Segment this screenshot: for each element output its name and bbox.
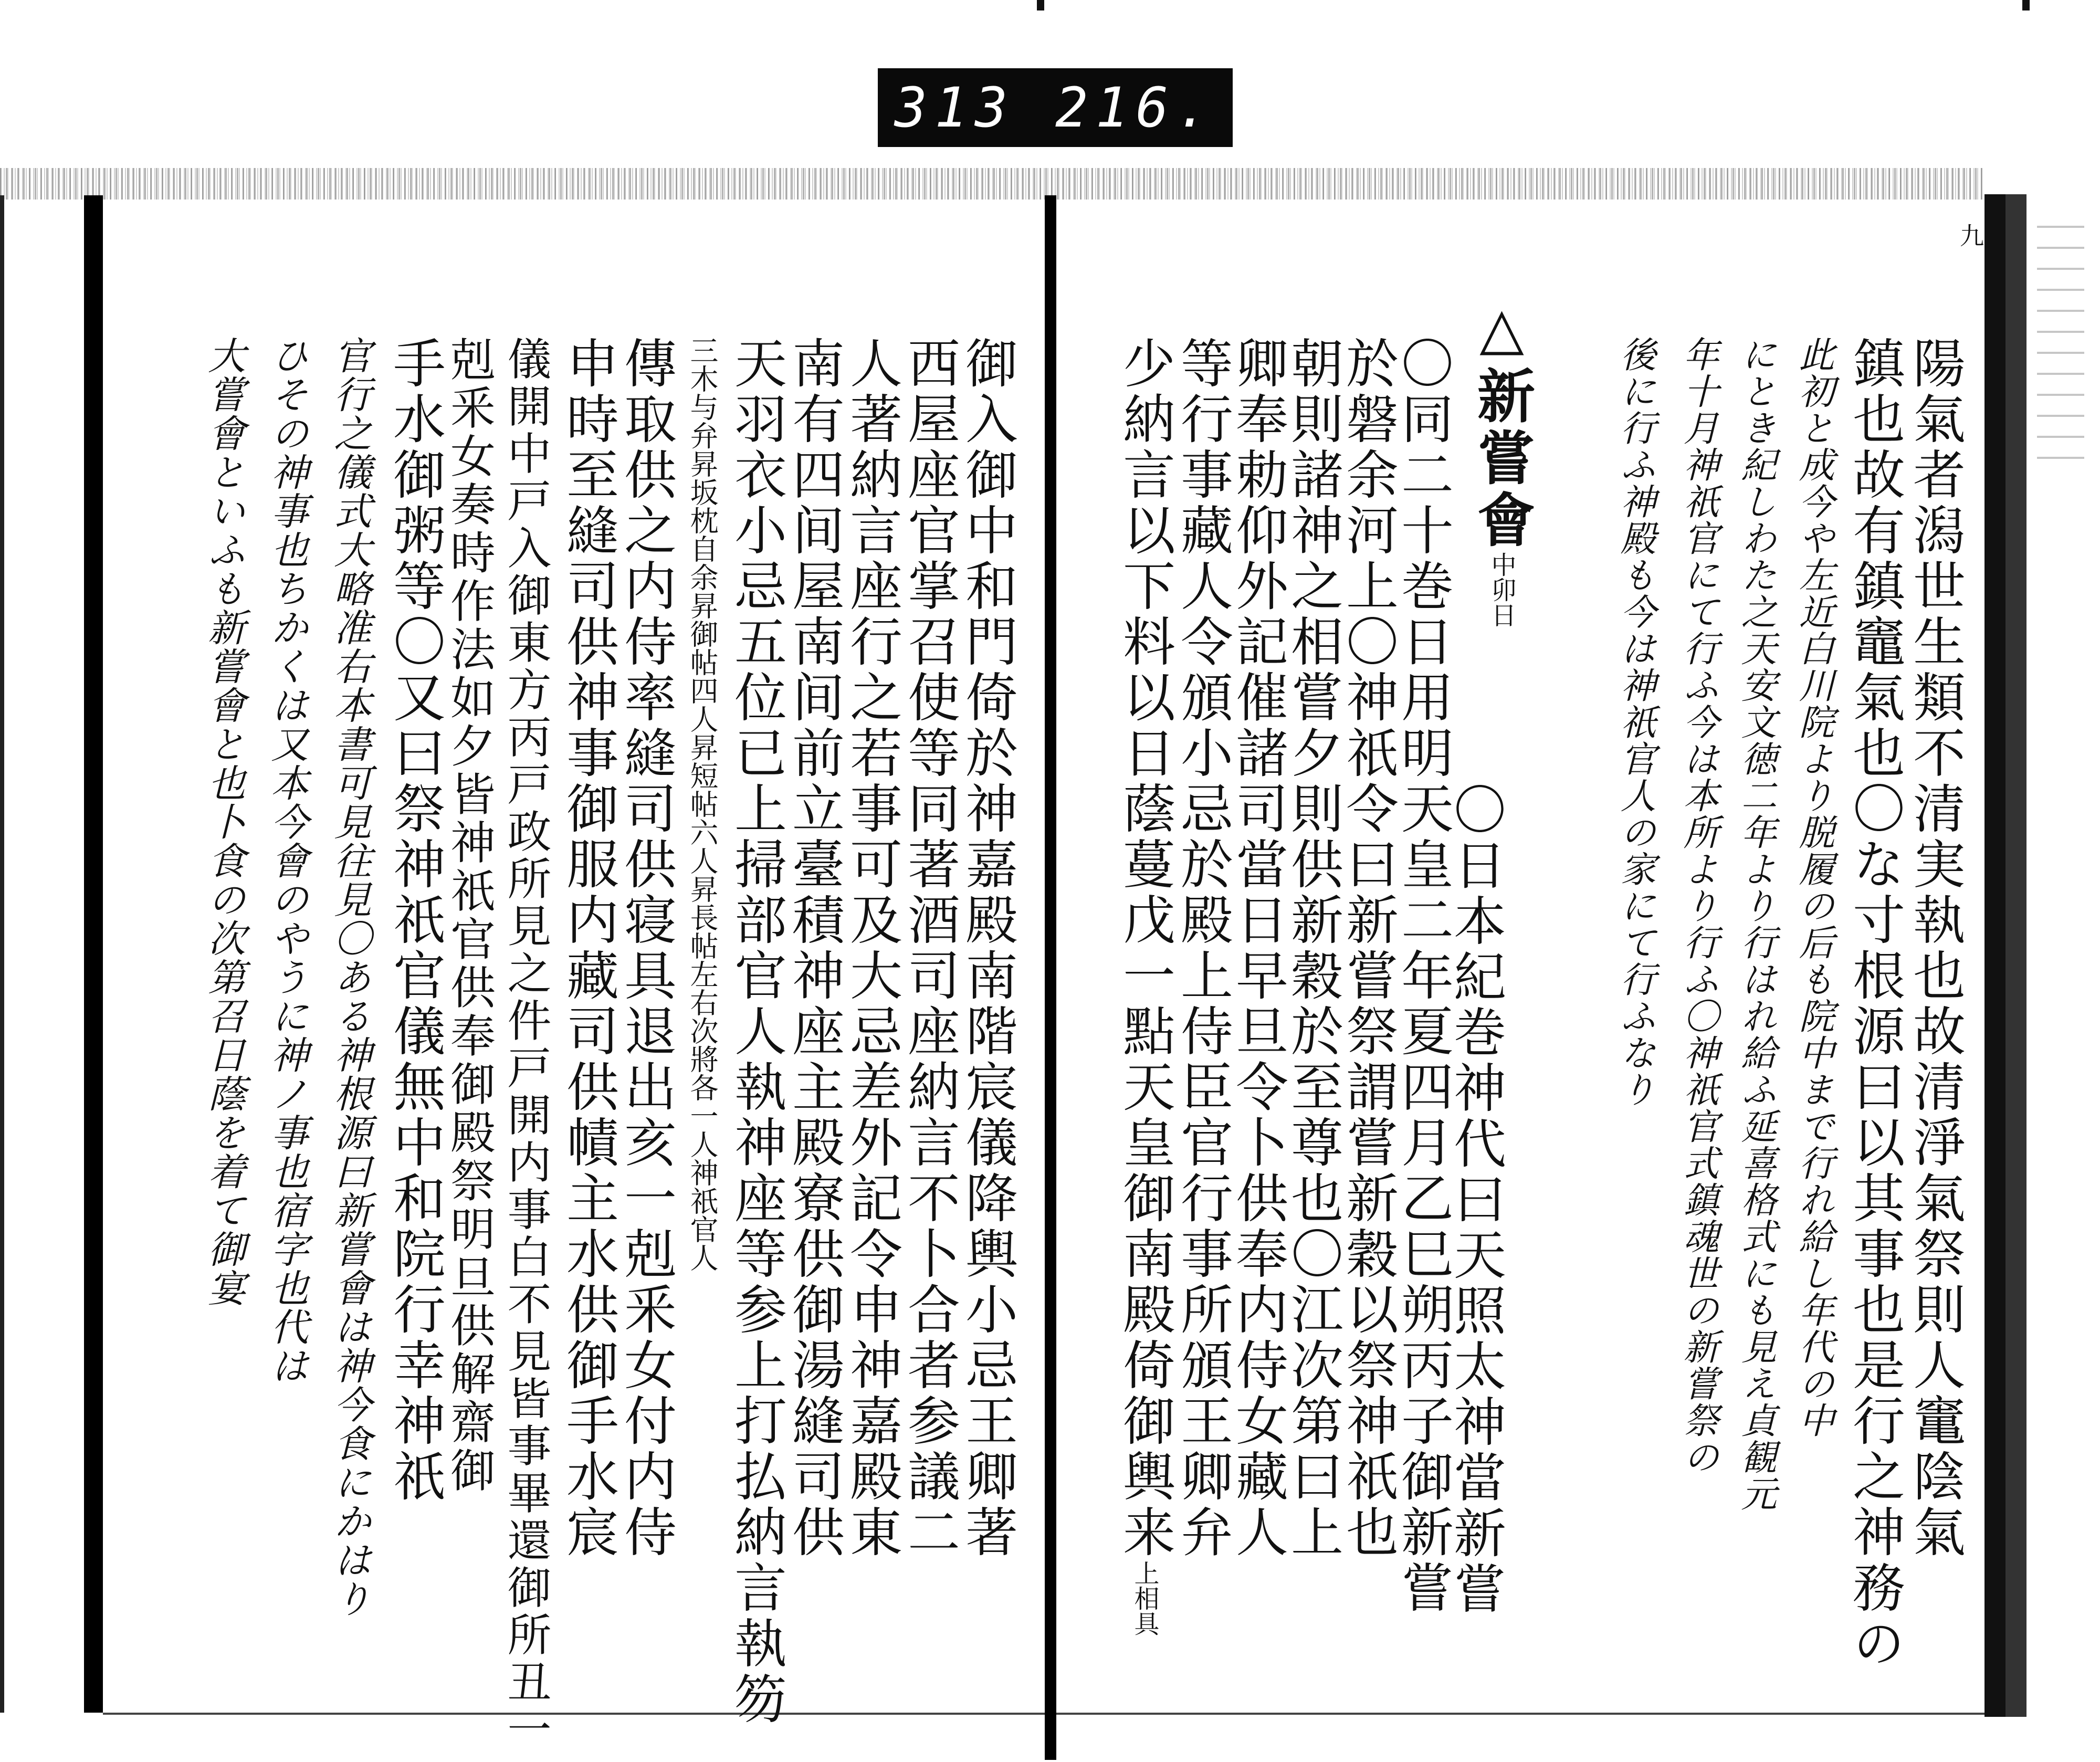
- left-page-column-small: 三木与弁昇坂枕自余昇御帖四人昇短帖六人昇長帖左右次將各一人神祇官人: [686, 336, 719, 1272]
- middle-page-column: 卿奉勅仰外記催諸司當日早旦令卜供奉内侍女藏人: [1227, 336, 1288, 1560]
- top-binding-band: [0, 168, 1984, 200]
- left-page-column: 申時至縫司供神事御服内藏司供幘主水供御手水宸: [558, 336, 619, 1560]
- middle-page-column: [1114, 336, 1175, 1636]
- right-page-column: 後に行ふ神殿も今は神祇官人の家にて行ふなり: [1614, 336, 1656, 1108]
- left-page-column: 儀開中戸入御東方丙戸政所見之件戸開内事白不見皆事畢還御所丑一: [500, 336, 552, 1754]
- middle-page-column: 〇日本紀巻神代曰天照太神當新嘗: [1445, 782, 1506, 1617]
- top-tick-mark: [1037, 0, 1044, 11]
- right-page-column: 陽氣者潟世生類不清実執也故清淨氣祭則人竃陰氣: [1904, 336, 1966, 1560]
- middle-page-column-text: 少納言以下料以日蔭蔓戊一點天皇御南殿倚御輿来: [1114, 336, 1175, 1560]
- right-page-edge: [1984, 194, 2026, 1717]
- left-page-column: 傳取供之内侍率縫司供寝具退出亥一剋釆女付内侍: [615, 336, 677, 1560]
- right-page-bottom-line: [1056, 1713, 1984, 1715]
- left-page-column: 人著納言座行之若事可及大忌差外記令申神嘉殿東: [841, 336, 902, 1560]
- left-page-bottom-line: [103, 1713, 1045, 1715]
- left-page-column: ひその神事也ちかくは又本今會のやうに神ノ事也宿字也代は: [265, 336, 309, 1385]
- book-gutter: [1045, 195, 1056, 1760]
- right-page-column: 此初と成今や左近白川院より脱履の后も院中まで行れ給し年代の中: [1793, 336, 1834, 1439]
- middle-page-inline-note: 上相具: [1130, 1560, 1159, 1636]
- section-heading-note: 中卯日: [1487, 552, 1516, 627]
- left-outer-edge: [0, 195, 4, 1713]
- folio-number: 九: [1956, 223, 1984, 247]
- left-page-column: 手水御粥等〇又曰祭神祇官儀無中和院行幸神祇: [384, 336, 446, 1505]
- section-heading-title: △新嘗會: [1468, 294, 1536, 552]
- right-margin-speckles: [2037, 226, 2084, 478]
- left-page-column: 西屋座官掌召使等同著酒司座納言不卜合者参議二: [899, 336, 960, 1560]
- right-page-column: 鎮也故有鎮竈氣也〇な寸根源曰以其事也是行之神務の: [1844, 336, 1905, 1672]
- middle-page-column: 等行事藏人令頒小忌於殿上侍臣官行事所頒王卿弁: [1172, 336, 1233, 1560]
- middle-page-column: 於磐余河上〇神祇令曰新嘗祭謂嘗新穀以祭神祇也: [1337, 336, 1399, 1560]
- page-number-label: 313 216.: [878, 68, 1233, 147]
- middle-page-column: 朝則諸神之相嘗夕則供新穀於至尊也〇江次第曰上: [1282, 336, 1343, 1560]
- section-heading: [1468, 294, 1536, 627]
- left-page-column: 剋釆女奏時作法如夕皆神祇官供奉御殿祭明旦供解齋御: [443, 336, 495, 1495]
- top-tick-mark: [2022, 0, 2030, 11]
- right-page-column: 年十月神祇官にて行ふ今は本所より行ふ〇神祇官式鎮魂世の新嘗祭の: [1677, 336, 1719, 1475]
- right-page-column: にとき紀しわた之天安文徳二年より行はれ給ふ延喜格式にも見え貞観元: [1735, 336, 1777, 1512]
- left-page-column: 御入御中和門倚於神嘉殿南階宸儀降輿小忌王卿著: [957, 336, 1018, 1560]
- left-page-column: 南有四间屋南间前立臺積神座主殿寮供御湯縫司供: [783, 336, 845, 1560]
- left-page-column: 大嘗會といふも新嘗會と也卜食の次第召日蔭を着て御宴: [202, 336, 246, 1307]
- left-page-column: 官行之儀式大略准右本書可見往見〇ある神根源曰新嘗會は神今食にかはり: [328, 336, 372, 1618]
- left-page-edge: [84, 195, 103, 1713]
- middle-page-column: 〇同二十巻日用明天皇二年夏四月乙巳朔丙子御新嘗: [1392, 336, 1454, 1616]
- left-page-column: 天羽衣小忌五位已上掃部官人執神座等参上打払納言執笏: [726, 336, 787, 1727]
